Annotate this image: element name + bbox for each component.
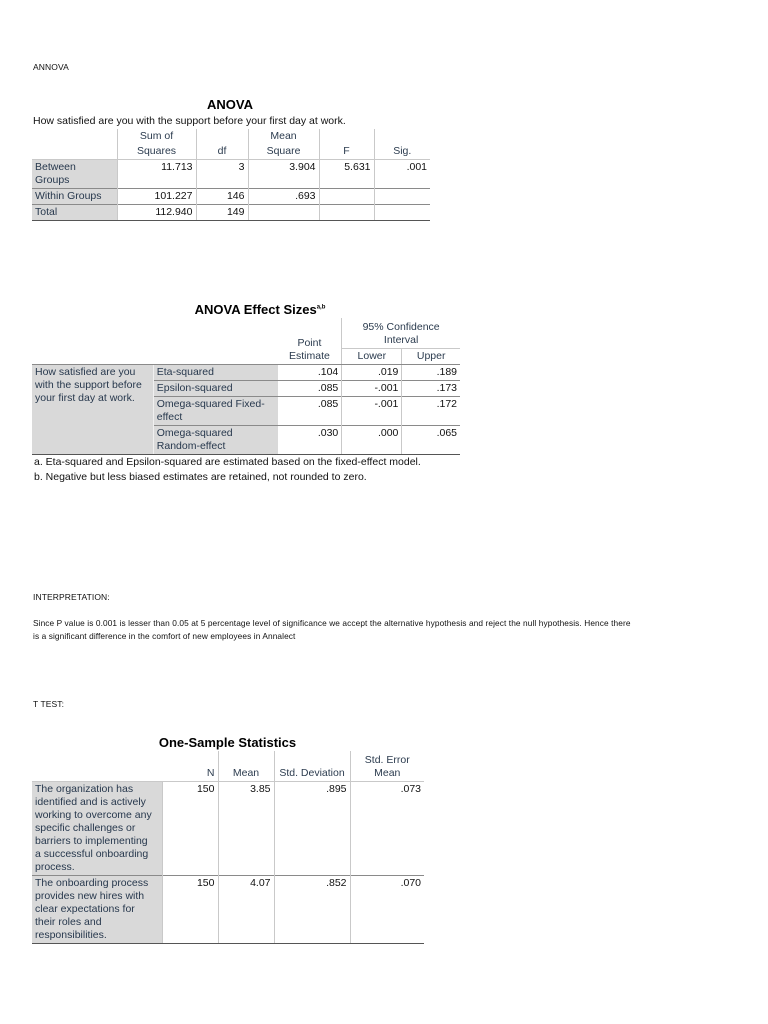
anova-table <box>32 129 430 221</box>
cell-point-estimate: .104 <box>278 364 342 380</box>
row-label: Eta-squared <box>153 364 277 380</box>
anova-col-sum-2: Squares <box>117 144 196 160</box>
effect-footnote-a: a. Eta-squared and Epsilon-squared are estimated based on the fixed-effect model. <box>34 456 421 468</box>
row-label: Epsilon-squared <box>153 380 277 396</box>
interpretation-text-line1: Since P value is 0.001 is lesser than 0.05 at 5 percentage level of significance we accept the alternative hypothesis and reject the null hypothesis. Hence there <box>33 618 631 628</box>
table-row <box>32 205 430 221</box>
anova-col-ms-2: Square <box>248 144 319 160</box>
cell-n: 150 <box>162 782 218 876</box>
cell-mean: 3.85 <box>218 782 274 876</box>
one-sample-statistics-table <box>32 751 424 944</box>
row-label: The onboarding process provides new hires with clear expectations for their roles and responsibilities. <box>32 876 162 944</box>
anova-subtitle: How satisfied are you with the support before your first day at work. <box>33 115 346 127</box>
effect-group-label: How satisfied are you with the support before your first day at work. <box>32 364 153 454</box>
cell-lower: -.001 <box>342 396 402 425</box>
cell-df: 146 <box>196 189 248 205</box>
anova-col-df: df <box>196 129 248 160</box>
effect-sizes-table <box>32 318 460 455</box>
effect-col-ci: 95% Confidence Interval <box>342 318 460 349</box>
cell-mean: 4.07 <box>218 876 274 944</box>
cell-f <box>319 189 374 205</box>
table-row <box>32 160 430 189</box>
cell-f <box>319 205 374 221</box>
cell-mean-square <box>248 205 319 221</box>
effect-col-upper: Upper <box>402 349 460 365</box>
cell-f: 5.631 <box>319 160 374 189</box>
cell-upper: .173 <box>402 380 460 396</box>
cell-lower: .019 <box>342 364 402 380</box>
onesample-col-se: Std. Error Mean <box>350 751 424 782</box>
onesample-col-mean: Mean <box>218 751 274 782</box>
interpretation-heading: INTERPRETATION: <box>33 592 110 602</box>
effect-col-point-estimate: Point Estimate <box>288 336 330 362</box>
cell-mean-square: .693 <box>248 189 319 205</box>
table-row <box>32 782 424 876</box>
cell-std-error: .073 <box>350 782 424 876</box>
interpretation-text-line2: is a significant difference in the comfort of new employees in Annalect <box>33 631 296 641</box>
cell-sum-squares: 101.227 <box>117 189 196 205</box>
table-row <box>32 364 460 380</box>
row-label: Omega-squared Random-effect <box>153 425 277 454</box>
cell-std-deviation: .852 <box>274 876 350 944</box>
cell-sig <box>374 205 430 221</box>
cell-lower: .000 <box>342 425 402 454</box>
cell-n: 150 <box>162 876 218 944</box>
effect-footnote-b: b. Negative but less biased estimates are retained, not rounded to zero. <box>34 471 367 483</box>
row-label: Within Groups <box>32 189 117 205</box>
anova-col-ms: Mean <box>248 129 319 144</box>
cell-sum-squares: 112.940 <box>117 205 196 221</box>
cell-point-estimate: .085 <box>278 380 342 396</box>
table-row <box>32 189 430 205</box>
cell-mean-square: 3.904 <box>248 160 319 189</box>
onesample-col-sd: Std. Deviation <box>274 751 350 782</box>
anova-title: ANOVA <box>207 97 253 112</box>
cell-sig <box>374 189 430 205</box>
cell-lower: -.001 <box>342 380 402 396</box>
onesample-col-n: N <box>162 751 218 782</box>
cell-point-estimate: .030 <box>278 425 342 454</box>
cell-std-deviation: .895 <box>274 782 350 876</box>
cell-sig: .001 <box>374 160 430 189</box>
ttest-heading: T TEST: <box>33 699 65 709</box>
effect-title: ANOVA Effect Sizes$^{a,b}$ <box>194 302 326 317</box>
cell-df: 149 <box>196 205 248 221</box>
cell-sum-squares: 11.713 <box>117 160 196 189</box>
anova-header-row <box>32 129 430 144</box>
table-row <box>32 876 424 944</box>
row-label: The organization has identified and is actively working to overcome any specific challenges or barriers to implementing a successful onboarding process. <box>32 782 162 876</box>
cell-point-estimate: .085 <box>278 396 342 425</box>
cell-df: 3 <box>196 160 248 189</box>
cell-upper: .189 <box>402 364 460 380</box>
anova-col-sig: Sig. <box>374 129 430 160</box>
anova-col-sum: Sum of <box>117 129 196 144</box>
row-label: Total <box>32 205 117 221</box>
cell-upper: .065 <box>402 425 460 454</box>
cell-std-error: .070 <box>350 876 424 944</box>
effect-col-lower: Lower <box>342 349 402 365</box>
row-label: Between Groups <box>32 160 117 189</box>
anova-col-f: F <box>319 129 374 160</box>
row-label: Omega-squared Fixed- effect <box>153 396 277 425</box>
cell-upper: .172 <box>402 396 460 425</box>
annova-heading: ANNOVA <box>33 62 69 72</box>
onesample-title: One-Sample Statistics <box>158 735 297 750</box>
